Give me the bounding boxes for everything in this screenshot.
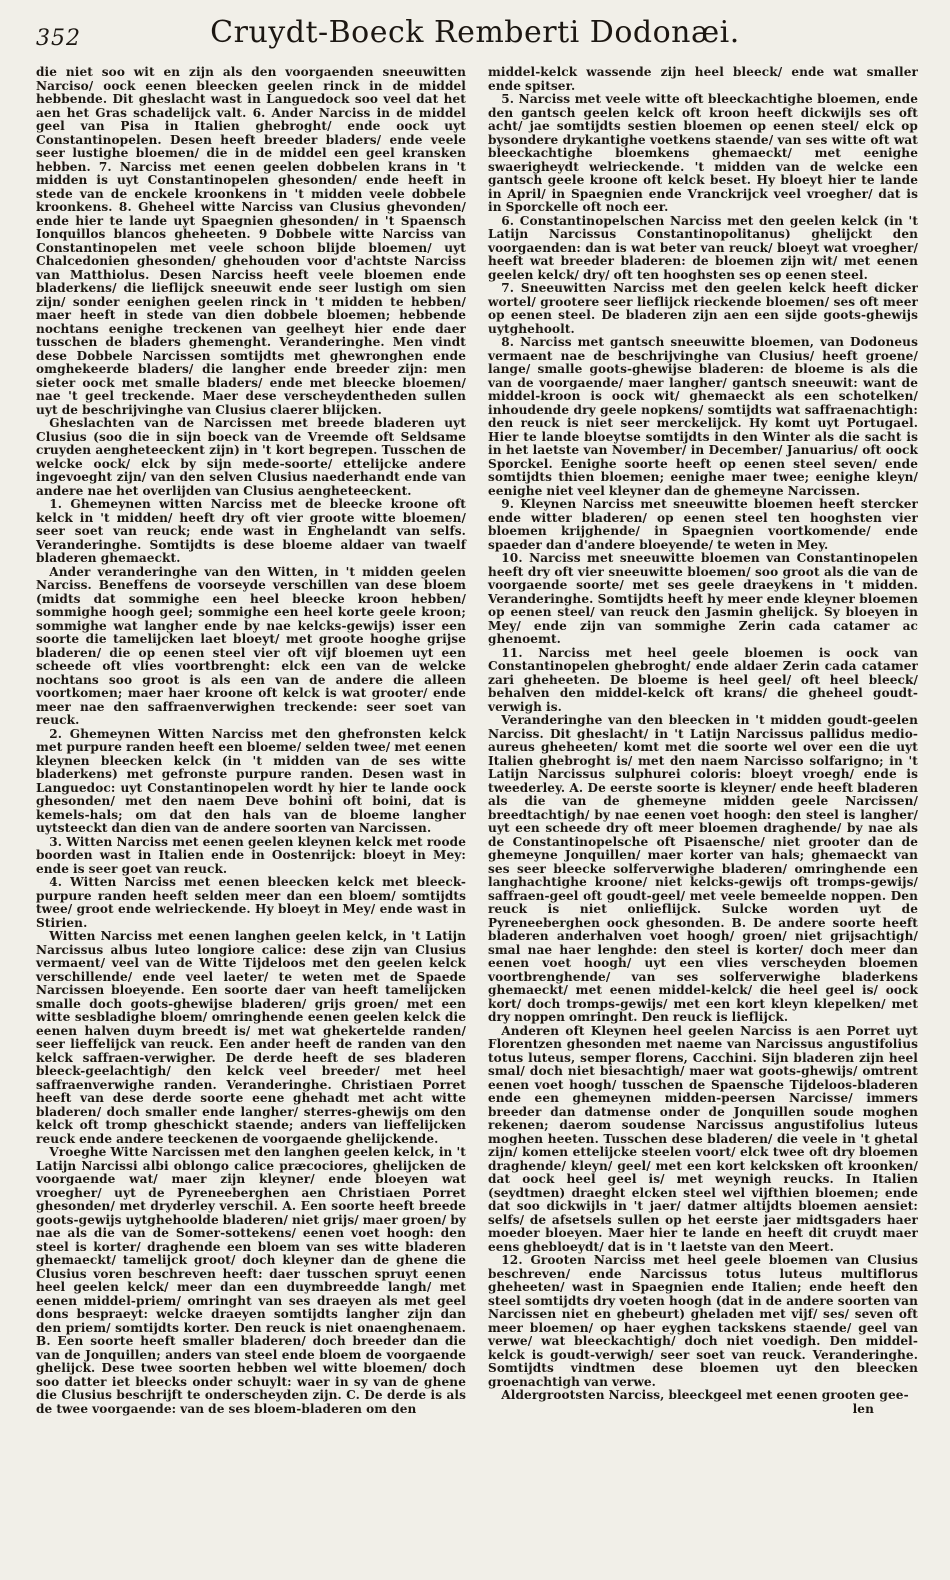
page-title: Cruydt-Boeck Remberti Dodonæi. [210, 15, 740, 50]
paragraph: Gheslachten van de Narcissen met breede bladeren uyt Clusius (soo die in sijn boeck van de Vreemde oft Seldsame cruyden aengheteeckent zijn) in 't kort begrepen. Tusschen de welcke oock/ elck by sijn mede-soorte/ ettelijcke andere ingevoeght zijn/ van den selven Clusius naederhandt ende van andere nae het overlijden van Clusius aengheteeckent. [36, 416, 466, 498]
left-column [36, 66, 466, 1416]
paragraph: 10. Narciss met sneeuwitte bloemen van Constantinopelen heeft dry oft vier sneeuwitte bloemen/ soo groot als die van de voorgaende soorte/ met ses geele draeykens in 't midden. Veranderinghe. Somtijdts heeft hy meer ende kleyner bloemen op eenen steel/ van reuck den Jasmin ghelijck. Sy bloeyen in Mey/ ende zijn van sommighe Zerin cada catamer ac ghenoemt. [488, 551, 918, 646]
paragraph: die niet soo wit en zijn als den voorgaenden sneeuwitten Narciso/ oock eenen bleecken geelen rinck in de middel hebbende. Dit gheslacht wast in Languedock soo veel dat het aen het Gras schadelijck valt. 6. Ander Narciss in de middel geel van Pisa in Italien ghebroght/ ende oock uyt Constantinopelen. Desen heeft breeder bladers/ ende veele seer lustighe bloemen/ die in de middel een geel kransken hebben. 7. Narciss met eenen geelen dobbelen krans in 't midden is uyt Constantinopelen ghesonden/ ende heeft in stede van de enckele kroonkens in 't midden veele dobbele kroonkens. 8. Gheheel witte Narciss van Clusius ghevonden/ ende hier te lande uyt Spaegnien ghesonden/ in 't Spaensch Ionquillos blancos gheheeten. 9 Dobbele witte Narciss van Constantinopelen met veele schoon blijde bloemen/ uyt Chalcedonien ghesonden/ ghehouden voor d'achtste Narciss van Matthiolus. Desen Narciss heeft veele bloemen ende bladerkens/ die lieflijck sneeuwit ende seer lustigh om sien zijn/ sonder eenighen geelen rinck in 't midden te hebben/ maer heeft in stede van dien dobbele bloemen; hebbende nochtans eenighe treckenen van geelheyt hier ende daer tusschen de bladers ghemenght. Veranderinghe. Men vindt dese Dobbele Narcissen somtijdts met ghewronghen ende omghekeerde bladers/ die langher ende breeder zijn: men sieter oock met smalle bladers/ ende met bleecke bloemen/ nae 't geel treckende. Maer dese verscheydentheden sullen uyt de beschrijvinghe van Clusius claerer blijcken. [36, 65, 466, 417]
paragraph: Ander veranderinghe van den Witten, in 't midden geelen Narciss. Beneffens de voorseyde verschillen van dese bloem (midts dat sommighe een heel bleecke kroon hebben/ sommighe hoogh geel; sommighe een heel korte geele kroon; sommighe wat langher ende by nae kelcks-gewijs) isser een soorte die tamelijcken laet bloeyt/ met groote hooghe grijse bladeren/ die op eenen steel vier oft vijf bloemen uyt een scheede oft vlies voortbrenght: elck een van de welcke nochtans soo groot is als een van de andere die alleen voortkomen; maer haer kroone oft kelck is wat grooter/ ende meer nae den saffraenverwighen treckende: seer soet van reuck. [36, 564, 466, 727]
paragraph: 7. Sneeuwitten Narciss met den geelen kelck heeft dicker wortel/ grootere seer lieflijck rieckende bloemen/ ses oft meer op eenen steel. De bladeren zijn aen een sijde goots-ghewijs uytghehoolt. [488, 281, 918, 336]
paragraph: Vroeghe Witte Narcissen met den langhen geelen kelck, in 't Latijn Narcissi albi oblongo calice præcociores, ghelijcken de voorgaende wat/ maer zijn kleyner/ ende bloeyen wat vroegher/ uyt de Pyreneeberghen aen Christiaen Porret ghesonden/ met dryderley verschil. A. Een soorte heeft breede goots-gewijs uytghehoolde bladeren/ niet grijs/ maer groen/ by nae als die van de Somer-sottekens/ eenen voet hoogh: den steel is korter/ draghende een bloem van ses witte bladeren ghemaeckt/ tamelijck groot/ doch kleyner dan de ghene die Clusius voren beschreven heeft: daer tusschen spruyt eenen heel geelen kelck/ meer dan een duymbreedde langh/ met eenen middel-priem/ omringht van ses draeyen als met geel dons bespraeyt: welcke draeyen somtijdts langher zijn dan den priem/ somtijdts korter. Den reuck is niet onaenghenaem. B. Een soorte heeft smaller bladeren/ doch breeder dan die van de Jonquillen; anders van steel ende bloem de voorgaende ghelijck. Dese twee soorten hebben wel witte bloemen/ doch soo datter iet bleecks onder schuylt: waer in sy van de ghene die Clusius beschrijft te onderscheyden zijn. C. De derde is als de twee voorgaende: van de ses bloem-bladeren om den [36, 1145, 466, 1416]
paragraph: Witten Narciss met eenen langhen geelen kelck, in 't Latijn Narcissus albus luteo longiore calice: dese zijn van Clusius vermaent/ veel van de Witte Tijdeloos met den geelen kelck verschillende/ ende veel laeter/ te weten met de Spaede Narcissen bloeyende. Een soorte daer van heeft tamelijcken smalle doch goots-ghewijse bladeren/ grijs groen/ met een witte sesbladighe bloem/ omringhende eenen geelen kelck die eenen halven duym breedt is/ met wat ghekertelde randen/ seer lieffelijck van reuck. Een ander heeft de randen van den kelck saffraen-verwigher. De derde heeft de ses bladeren bleeck-geelachtigh/ den kelck veel breeder/ met heel saffraenverwighe randen. Veranderinghe. Christiaen Porret heeft van dese derde soorte eene ghehadt met acht witte bladeren/ doch smaller ende langher/ sterres-ghewijs om den kelck oft tromp gheschickt staende; anders van lieffelijcken reuck ende andere teeckenen de voorgaende ghelijckende. [36, 929, 466, 1146]
right-column-text [488, 66, 918, 1403]
paragraph: Aldergrootsten Narciss, bleeckgeel met eenen grooten gee- [501, 1388, 909, 1402]
paragraph: 11. Narciss met heel geele bloemen is oock van Constantinopelen ghebroght/ ende aldaer Zerin cada catamer zari gheheeten. De bloeme is heel geel/ oft heel bleeck/ behalven den middel-kelck oft krans/ die gheheel goudt-verwigh is. [488, 645, 918, 714]
paragraph: 4. Witten Narciss met eenen bleecken kelck met bleeck-purpure randen heeft selden meer dan een bloem/ somtijdts twee/ groot ende welrieckende. Hy bloeyt in Mey/ ende wast in Stirien. [36, 875, 466, 930]
paragraph: 2. Ghemeynen Witten Narciss met den ghefronsten kelck met purpure randen heeft een bloeme/ selden twee/ met eenen kleynen bleecken kelck (in 't midden van de ses witte bladerkens) met gefronste purpure randen. Desen wast in Languedoc: uyt Constantinopelen wordt hy hier te lande oock ghesonden/ met den naem Deve bohini oft boini, dat is kemels-hals; om dat den hals van de bloeme langher uytsteeckt dan dien van de andere soorten van Narcissen. [36, 726, 466, 835]
left-column-text [36, 66, 466, 1416]
paragraph: Veranderinghe van den bleecken in 't midden goudt-geelen Narciss. Dit gheslacht/ in 't Latijn Narcissus pallidus medio-aureus gheheeten/ komt met die soorte wel over een die uyt Italien ghebroght is/ met den naem Narcisso solfarigno; in 't Latijn Narcissus sulphurei coloris: bloeyt vroegh/ ende is tweederley. A. De eerste soorte is kleyner/ ende heeft bladeren als die van de ghemeyne midden geele Narcissen/ breedtachtigh/ by nae eenen voet hoogh: den steel is langher/ uyt een scheede dry oft meer bloemen draghende/ by nae als de Constantinopelsche oft Pisaensche/ niet grooter dan de ghemeyne Jonquillen/ maer korter van hals; ghemaeckt van ses seer bleecke solferverwighe bladeren/ omringhende een langhachtighe kroone/ niet kelcks-gewijs oft tromps-gewijs/ saffraen-geel oft goudt-geel/ met veele bemeelde noppen. Den reuck is niet onlieflijck. Sulcke worden uyt de Pyreneeberghen oock ghesonden. B. De andere soorte heeft bladeren anderhalven voet hoogh/ groen/ niet grijsachtigh/ smal nae haer lenghde: den steel is korter/ doch meer dan eenen voet hoogh/ uyt een vlies verscheyden bloemen voortbrenghende/ van ses solferverwighe bladerkens ghemaeckt/ met eenen middel-kelck/ die heel geel is/ oock kort/ doch tromps-gewijs/ met een kort kleyn klepelken/ met dry noppen omringht. Den reuck is lieflijck. [488, 713, 918, 1024]
text-columns [0, 52, 950, 1416]
catchword: len [852, 1401, 874, 1416]
page-header [0, 0, 950, 52]
right-column [488, 66, 918, 1416]
paragraph: middel-kelck wassende zijn heel bleeck/ ende wat smaller ende spitser. [488, 65, 918, 93]
paragraph: Anderen oft Kleynen heel geelen Narciss is aen Porret uyt Florentzen ghesonden met naeme van Narcissus angustifolius totus luteus, semper florens, Cacchini. Sijn bladeren zijn heel smal/ doch niet biesachtigh/ maer wat goots-ghewijs/ omtrent eenen voet hoogh/ tusschen de Spaensche Tijdeloos-bladeren ende een ghemeynen midden-peersen Narcisse/ immers breeder dan datmense onder de Jonquillen soude moghen rekenen; daerom soudense Narcissus angustifolius luteus moghen heeten. Tusschen dese bladeren/ die veele in 't ghetal zijn/ komen ettelijcke steelen voort/ elck twee oft dry bloemen draghende/ kleyn/ geel/ met een kort kelcksken oft kroonken/ dat oock heel geel is/ met weynigh reucks. In Italien (seydtmen) draeght elcken steel wel vijfthien bloemen; ende dat soo dickwijls in 't jaer/ datmer altijdts bloemen aensiet: selfs/ de afsetsels sullen op het eerste jaer midtsgaders haer moeder bloeyen. Maer hier te lande en heeft dit cruydt maer eens ghebloeydt/ dat is in 't laetste van den Meert. [488, 1023, 918, 1254]
paragraph: 5. Narciss met veele witte oft bleeckachtighe bloemen, ende den gantsch geelen kelck oft kroon heeft dickwijls ses oft acht/ jae somtijdts sestien bloemen op eenen steel/ elck op bysondere drykantighe voetkens staende/ van ses witte oft wat bleeckachtighe bloemkens ghemaeckt/ met eenighe swaerigheydt welrieckende. 't midden van de welcke een gantsch geele kroone oft kelck beset. Hy bloeyt hier te lande in April/ in Spaegnien ende Vranckrijck veel vroegher/ dat is in Sporckelle oft noch eer. [488, 92, 918, 214]
paragraph: 1. Ghemeynen witten Narciss met de bleecke kroone oft kelck in 't midden/ heeft dry oft vier groote witte bloemen/ seer soet van reuck; ende wast in Enghelandt van selfs. Veranderinghe. Somtijdts is dese bloeme aldaer van twaelf bladeren ghemaeckt. [36, 497, 466, 565]
paragraph: 8. Narciss met gantsch sneeuwitte bloemen, van Dodoneus vermaent nae de beschrijvinghe van Clusius/ heeft groene/ lange/ smalle goots-ghewijse bladeren: de bloeme is als die van de voorgaende/ maer langher/ gantsch sneeuwit: want de middel-kroon is oock wit/ ghemaeckt als een schotelken/ inhoudende dry geele nopkens/ somtijdts wat saffraenachtigh: den reuck is niet seer merckelijck. Hy komt uyt Portugael. Hier te lande bloeytse somtijdts in den Winter als die sacht is in het laetste van November/ in December/ Januarius/ oft oock Sporckel. Eenighe soorte heeft op eenen steel seven/ ende somtijdts thien bloemen; eenighe maer twee; eenighe kleyn/ eenighe niet veel kleyner dan de ghemeyne Narcissen. [488, 335, 918, 498]
page-number: 352 [36, 26, 81, 51]
paragraph: 3. Witten Narciss met eenen geelen kleynen kelck met roode boorden wast in Italien ende in Oostenrijck: bloeyt in Mey: ende is seer goet van reuck. [36, 834, 466, 876]
paragraph: 6. Constantinopelschen Narciss met den geelen kelck (in 't Latijn Narcissus Constantinopolitanus) ghelijckt den voorgaenden: dan is wat beter van reuck/ bloeyt wat vroegher/ heeft wat breeder bladeren: de bloemen zijn wit/ met eenen geelen kelck/ dry/ oft ten hooghsten ses op eenen steel. [488, 213, 918, 282]
paragraph: 9. Kleynen Narciss met sneeuwitte bloemen heeft stercker ende witter bladeren/ op eenen steel ten hooghsten vier bloemen krijghende/ in Spaegnien voortkomende/ ende spaeder dan d'andere bloeyende/ te weten in Mey. [488, 497, 918, 552]
paragraph: 12. Grooten Narciss met heel geele bloemen van Clusius beschreven/ ende Narcissus totus luteus multiflorus gheheeten/ wast in Spaegnien ende Italien; ende heeft den steel somtijdts dry voeten hoogh (dat in de andere soorten van Narcissen niet en ghebeurt) gheladen met vijf/ ses/ seven oft meer bloemen/ op haer eyghen tackskens staende/ geel van verwe/ wat bleeckachtigh/ doch niet voedigh. Den middel-kelck is goudt-verwigh/ seer soet van reuck. Veranderinghe. Somtijdts vindtmen dese bloemen uyt den bleecken groenachtigh van verwe. [488, 1253, 918, 1389]
